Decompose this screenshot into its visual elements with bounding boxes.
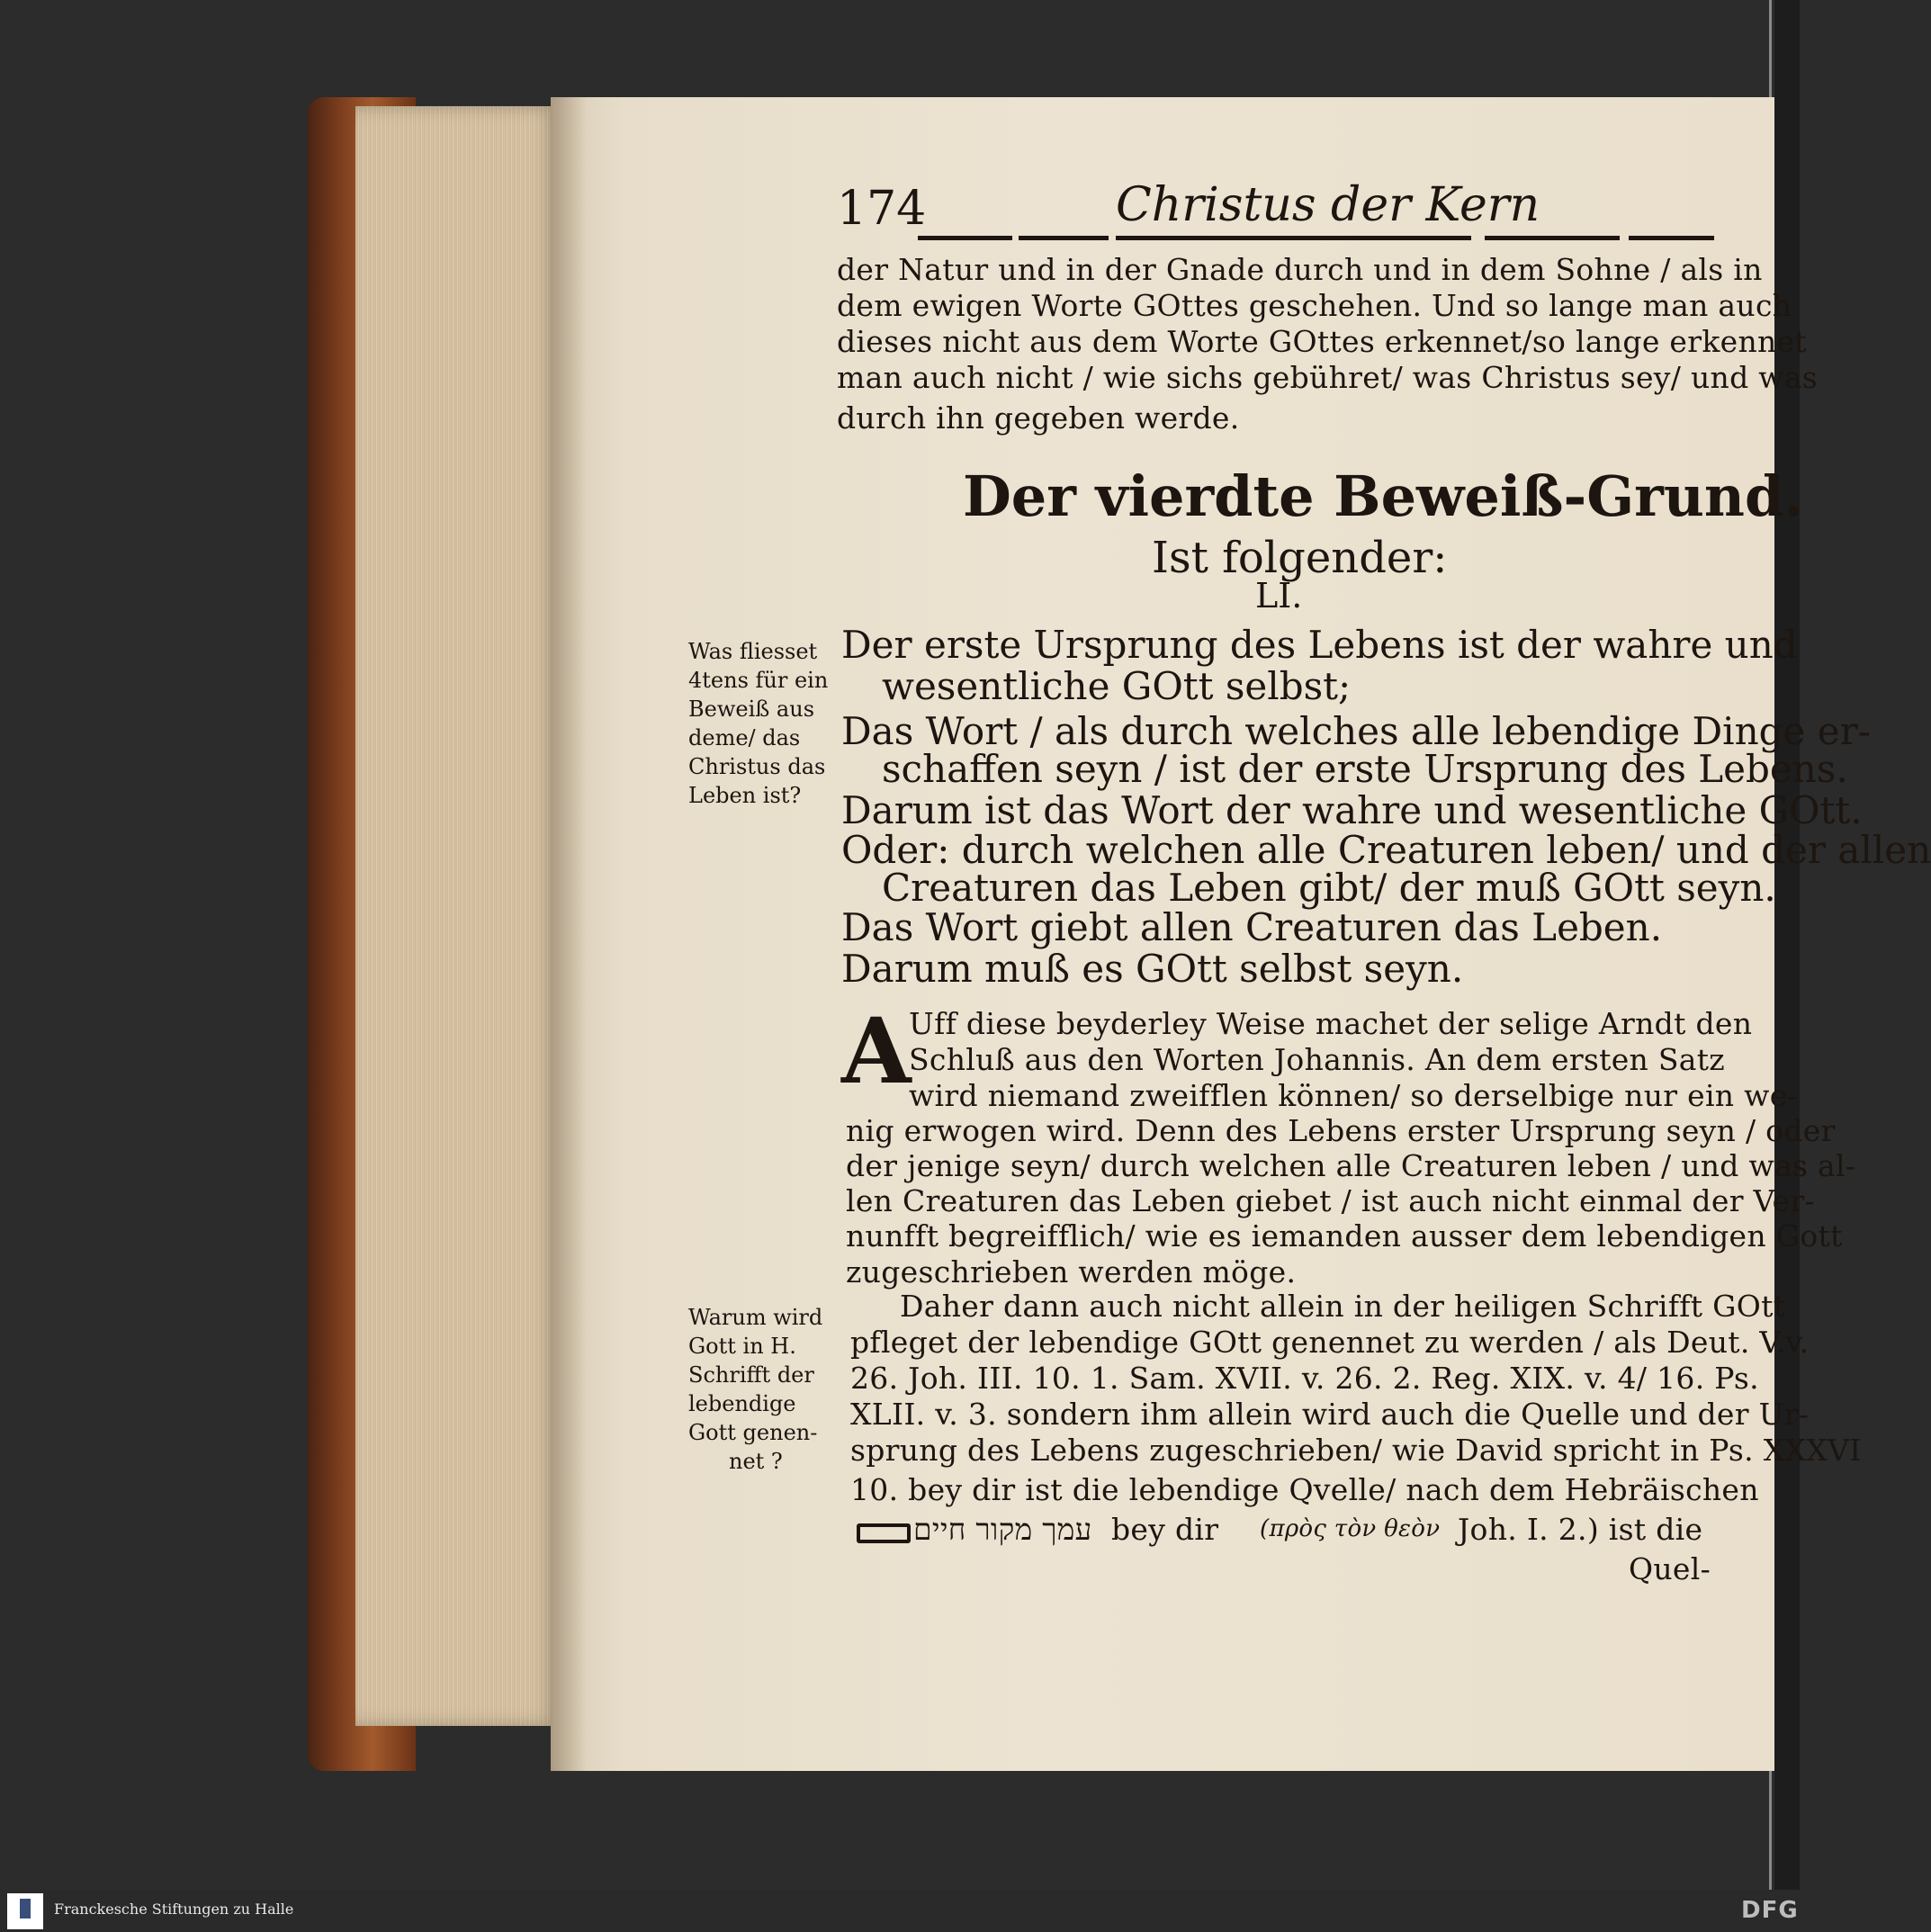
body-line: 26. Joh. III. 10. 1. Sam. XVII. v. 26. 2. Reg. XIX. v. 4/ 16. Ps. [850,1361,1759,1396]
thesis-line: Darum ist das Wort der wahre und wesentliche GOtt. [841,788,1863,832]
margin-note-line: Was fliesset [688,639,818,664]
thesis-line: Oder: durch welchen alle Creaturen leben/ und der allen [841,828,1931,872]
thesis-line: Darum muß es GOtt selbst seyn. [841,947,1464,991]
body-line: pfleget der lebendige GOtt genennet zu werden / als Deut. V.v. [850,1325,1810,1360]
header-rule [1629,236,1714,240]
margin-note-line: Gott in H. [688,1334,796,1359]
institution-logo [7,1893,43,1929]
institution-name: Franckesche Stiftungen zu Halle [54,1901,294,1918]
body-line: Schluß aus den Worten Johannis. An dem ersten Satz [909,1042,1725,1077]
margin-note-line: lebendige [688,1391,796,1416]
gutter-shadow [551,97,587,1771]
page-edges [355,106,558,1726]
body-line: dieses nicht aus dem Worte GOttes erkennet/so lange erkennet [837,324,1807,359]
header-rule [1019,236,1109,240]
section-heading: Der vierdte Beweiß-Grund. [963,463,1803,529]
thesis-line: wesentliche GOtt selbst; [882,664,1352,708]
page-number: 174 [837,182,927,236]
body-line: len Creaturen das Leben giebet / ist auch nicht einmal der Ver- [846,1183,1816,1218]
body-line: man auch nicht / wie sichs gebühret/ was Christus sey/ und was [837,360,1819,395]
body-line: Daher dann auch nicht allein in der heiligen Schrifft GOtt [900,1289,1786,1324]
margin-note-line: Beweiß aus [688,696,815,722]
running-head: Christus der Kern [1116,178,1540,232]
catchword: Quel- [1629,1551,1711,1586]
thesis-line: Das Wort / als durch welches alle lebendige Dinge er- [841,709,1871,753]
margin-note-line: net ? [729,1449,783,1474]
margin-note [688,637,850,810]
section-subheading: Ist folgender: [1152,533,1448,583]
hebrew-text: עמך מקור חיים [913,1512,1092,1547]
body-line: dem ewigen Worte GOttes geschehen. Und so lange man auch [837,288,1792,323]
body-line: XLII. v. 3. sondern ihm allein wird auch die Quelle und der Ur- [850,1397,1810,1432]
body-line: nunfft begreifflich/ wie es iemanden ausser dem lebendigen Gott [846,1218,1843,1254]
margin-note-line: 4tens für ein [688,668,829,693]
body-line: wird niemand zweifflen können/ so derselbige nur ein we- [909,1078,1798,1113]
margin-note-line: Leben ist? [688,783,802,808]
viewer-footer [0,1890,1800,1932]
thesis-line: schaffen seyn / ist der erste Ursprung des Lebens. [882,747,1848,791]
margin-note-line: Warum wird [688,1305,823,1330]
margin-note [688,1303,850,1476]
margin-note-line: Christus das [688,754,826,779]
dfg-badge: DFG [1741,1897,1799,1924]
thesis-line: Creaturen das Leben gibt/ der muß GOtt seyn. [882,866,1776,910]
greek-text: (πρὸς τὸν θεὸν [1260,1515,1441,1542]
body-text: bey dir [1111,1512,1219,1547]
body-text: Joh. I. 2.) ist die [1458,1512,1703,1547]
header-rule [918,236,1012,240]
margin-note-line: deme/ das [688,725,801,750]
margin-note-line: Schrifft der [688,1362,814,1388]
section-numeral: LI. [1255,576,1303,616]
header-rule [1116,236,1471,240]
header-rule [1485,236,1620,240]
body-line: zugeschrieben werden möge. [846,1254,1297,1289]
thesis-line: Das Wort giebt allen Creaturen das Leben. [841,905,1663,949]
institution-logo-icon [20,1899,31,1919]
body-line: der Natur und in der Gnade durch und in dem Sohne / als in [837,252,1763,287]
thesis-line: Der erste Ursprung des Lebens ist der wahre und [841,623,1798,667]
body-line: nig erwogen wird. Denn des Lebens erster Ursprung seyn / oder [846,1113,1836,1148]
scan-right-border [1774,0,1800,1890]
body-line: Uff diese beyderley Weise machet der selige Arndt den [909,1006,1753,1041]
margin-note-line: Gott genen- [688,1420,818,1445]
body-line: 10. bey dir ist die lebendige Qvelle/ nach dem Hebräischen [850,1472,1759,1507]
drop-cap: A [841,998,912,1104]
hebrew-bracket-glyph [857,1523,911,1543]
body-line: sprung des Lebens zugeschrieben/ wie David spricht in Ps. XXXVI [850,1433,1862,1468]
body-line: der jenige seyn/ durch welchen alle Creaturen leben / und was al- [846,1148,1856,1183]
body-line: durch ihn gegeben werde. [837,400,1240,436]
